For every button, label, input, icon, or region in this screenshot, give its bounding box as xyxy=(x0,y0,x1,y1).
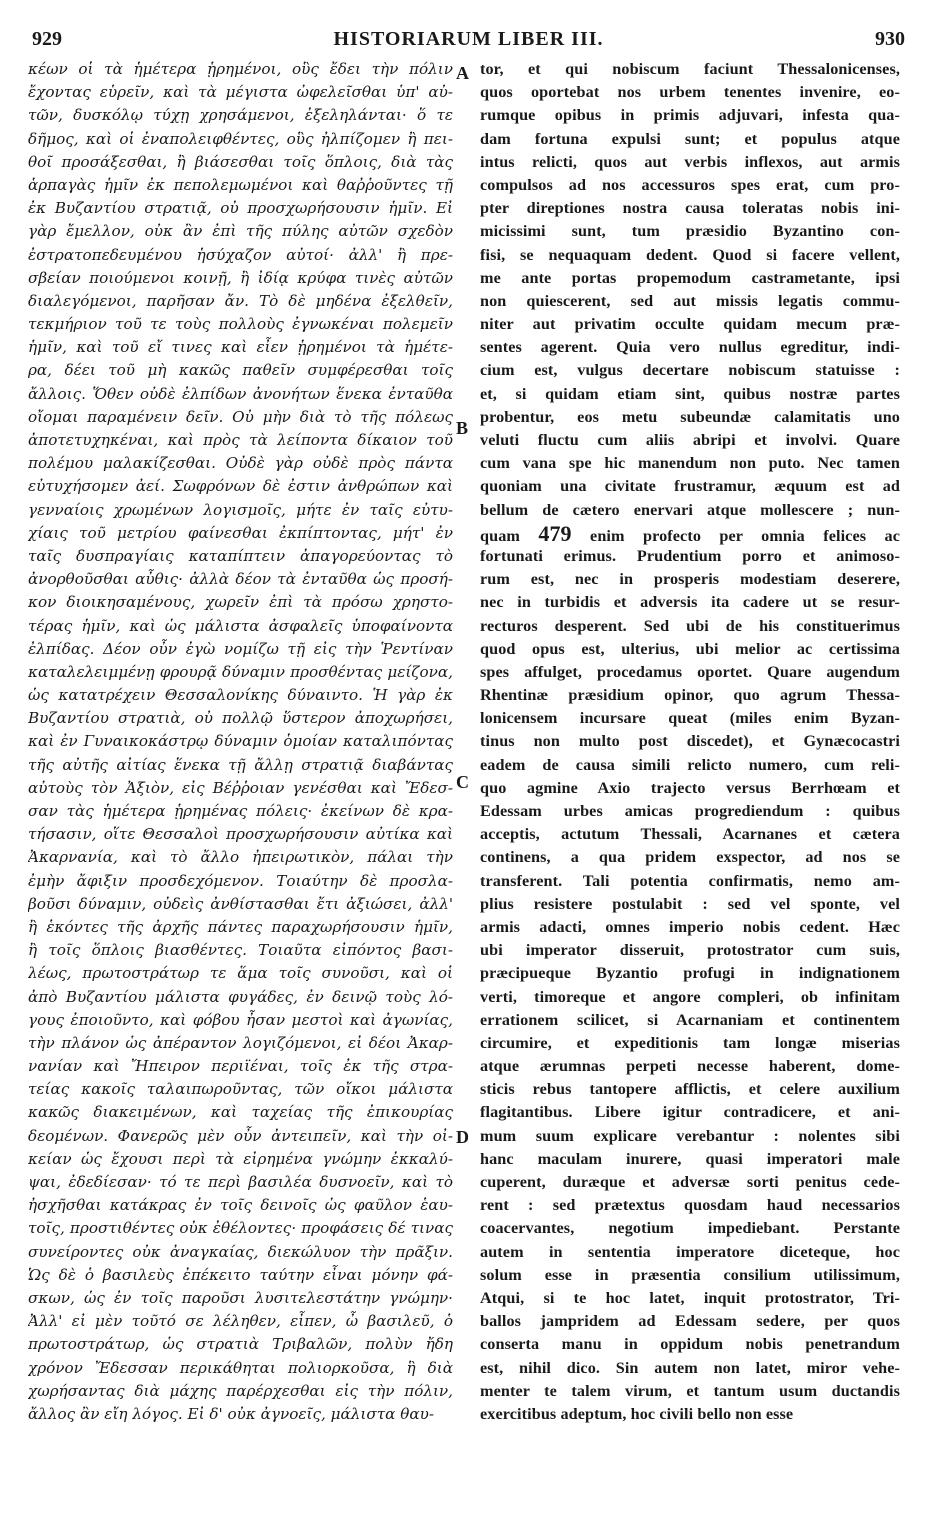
text-line: πρωτοστράτωρ, ὡς στρατιὰ Τριβαλῶν, πολὺν ἤδη xyxy=(28,1335,453,1354)
page-reference-number: 479 xyxy=(538,521,572,545)
text-line: atque ærumnas perpeti necesse haberent, dome- xyxy=(480,1057,900,1076)
running-header xyxy=(30,28,907,58)
text-line: hanc maculam inurere, quasi imperatori male xyxy=(480,1149,900,1168)
text-line: ἁρπαγὰς ἡμῖν ἐκ πεπολεμωμένοι καὶ θαῤῥοῦντες τῇ xyxy=(28,175,453,194)
text-line: acceptis, actutum Thessali, Acarnanes et cætera xyxy=(480,825,900,844)
text-line: καὶ ἐν Γυναικοκάστρῳ δύναμιν ὁμοίαν καταλιπόντας xyxy=(28,732,453,751)
text-line: tinus non multo post discedet), et Gynæcocastri xyxy=(480,732,900,751)
section-marker-a: A xyxy=(456,63,469,83)
running-title: HISTORIARUM LIBER III. xyxy=(333,28,604,50)
text-line: tor, et qui nobiscum faciunt Thessalonicenses, xyxy=(480,60,900,78)
text-line: ἀποτετυχηκέναι, καὶ πρὸς τὰ λείποντα δίκαιον τοῦ xyxy=(28,431,453,449)
text-line: rumque opibus in primis adjuvari, infesta qua- xyxy=(480,106,900,125)
text-line: circumire, et expeditionis tam longæ miserias xyxy=(480,1033,900,1052)
text-line: θοῖ προσάξεσθαι, ἢ βιάσεσθαι τοῖς ὅπλοις, διὰ τὰς xyxy=(28,152,453,171)
text-line: conserta manu in oppidum nobis penetrandum xyxy=(480,1335,900,1354)
text-line: Rhentinæ præsidium opinor, quo agrum Thessa- xyxy=(480,686,900,705)
text-line: ἡμῖν, καὶ τοῦ εἴ τινες καὶ εἶεν ᾑρημένοι τὰ ἡμέτε- xyxy=(28,338,453,357)
section-marker-c: C xyxy=(456,772,469,792)
text-line: σβείαν ποιούμενοι κοινῇ, ἢ ἰδίᾳ κρύφα τινὲς αὐτῶν xyxy=(28,268,453,287)
text-line: ἔχοντας εὑρεῖν, καὶ τὰ μέγιστα ὠφελεῖσθαι ὑπ' αὐ- xyxy=(28,83,453,102)
text-line: lonicensem incursare queat (miles enim Byzan- xyxy=(480,709,900,728)
text-line: dam fortuna expulsi sunt; et populus atque xyxy=(480,129,900,148)
text-line: ἢ ἑκόντες τῆς ἀρχῆς πάντες παραχωρήσουσιν ἡμῖν, xyxy=(28,917,453,936)
text-line: quod opus est, ulterius, ubi melior ac certissima xyxy=(480,639,900,658)
text-line: συνείροντες οὐκ ἀναγκαίας, διεκώλυον τὴν πρᾶξιν. xyxy=(28,1242,453,1261)
text-line: errationem scilicet, si Acarnaniam et continentem xyxy=(480,1010,900,1029)
text-line: ἐκ Βυζαντίου στρατιᾷ, οὐ προσχωρήσουσιν ἡμῖν. Εἰ xyxy=(28,199,453,218)
text-line: me ante portas propemodum castrametante, ipsi xyxy=(480,268,900,287)
text-line: τήσασιν, οἵτε Θεσσαλοὶ προσχωρήσουσιν αὐτίκα καὶ xyxy=(28,825,453,844)
text-line: ἄλλος ἂν εἴη λόγος. Εἰ δ' οὐκ ἀγνοεῖς, μάλιστα θαυ- xyxy=(28,1404,434,1423)
text-line: spes affulget, procedamus oportet. Quare augendum xyxy=(480,662,900,681)
text-line: χρόνον Ἔδεσσαν περικάθηται πολιορκοῦσα, ἣ διὰ xyxy=(28,1358,453,1377)
text-line: nec in turbidis et adversis ita cadere ut se resur- xyxy=(480,593,900,612)
text-line: cum vana spe hic manendum non puto. Nec tamen xyxy=(480,454,900,473)
text-line: ἐμὴν ἄφιξιν προσδεχόμενον. Τοιαύτην δὲ προσλα- xyxy=(28,871,453,890)
text-line: τέρας ἡμῖν, καὶ ὡς μάλιστα ἀσφαλεῖς ὑποφαίνοντα xyxy=(28,616,453,635)
text-line: rum est, nec in prosperis modestiam deserere, xyxy=(480,570,900,589)
text-line: χωρήσαντας διὰ μάχης παρέρχεσθαι εἰς τὴν πόλιν, xyxy=(28,1381,453,1400)
text-line: verti, timoreque et angore compleri, ob infinitam xyxy=(480,987,900,1006)
text-line: γους ἐποιοῦντο, καὶ φόβου ἦσαν μεστοὶ καὶ ἀγωνίας, xyxy=(28,1010,453,1029)
text-line: Edessam urbes amicas progrediendum : quibus xyxy=(480,802,900,820)
text-line: λέως, πρωτοστράτωρ τε ἅμα τοῖς συνοῦσι, καὶ οἱ xyxy=(28,964,453,983)
text-line: ἀνορθοῦσθαι αὖθις· ἀλλὰ δέον τὰ ἐνταῦθα ὡς προσή- xyxy=(28,570,453,589)
line-segment: enim profecto per omnia felices ac xyxy=(571,526,900,545)
text-line: solum esse in præsentia consilium utilissimum, xyxy=(480,1265,900,1284)
text-line: sentes agerent. Quia vero nullus egreditur, indi- xyxy=(480,338,900,357)
text-line: ρα, δέει τοῦ μὴ κακῶς παθεῖν συμφέρεσθαι τοῖς xyxy=(28,361,453,380)
text-line: bellum de cætero enervari atque mollescere ; nun- xyxy=(480,500,900,519)
text-line: quos oportebat nos urbem tenentes invenire, eo- xyxy=(480,83,900,102)
text-line: τείας κακοῖς ταλαιπωροῦντας, τῶν οἴκοι μάλιστα xyxy=(28,1080,453,1099)
text-line: οἴομαι παραμένειν δεῖν. Οὐ μὴν διὰ τὸ τῆς πόλεως xyxy=(28,407,453,426)
section-marker-b: B xyxy=(456,418,469,438)
text-line: mum suum explicare verebantur : nolentes sibi xyxy=(480,1126,900,1145)
text-line: ὡς κατατρέχειν Θεσσαλονίκης δύναιντο. Ἡ γὰρ ἐκ xyxy=(28,686,453,705)
text-line: quoniam una civitate frustramur, æquum est ad xyxy=(480,477,900,496)
text-line: sticis rebus tantopere afflictis, et celere auxilium xyxy=(480,1080,900,1099)
text-line: ἐλπίδας. Δέον οὖν ἐγὼ νομίζω τῇ εἰς τὴν Ῥεντίναν xyxy=(28,639,453,658)
left-page-number: 929 xyxy=(32,28,62,50)
text-line: σαν τὰς ἡμέτερα ᾑρημένας πόλεις· ἐκείνων δὲ κρα- xyxy=(28,802,453,820)
text-line: probentur, eos metu subeundæ calamitatis uno xyxy=(480,407,900,426)
text-line: compulsos ad nos accessuros spes erat, cum pro- xyxy=(480,175,900,194)
latin-text-column xyxy=(480,58,900,1426)
section-marker-d: D xyxy=(456,1127,469,1147)
text-line: flagitantibus. Libere igitur contradicere, et ani- xyxy=(480,1103,900,1122)
text-line: autem in sententia imperatore diceteque, hoc xyxy=(480,1242,900,1261)
text-line: ballos jampridem ad Edessam sedere, per quos xyxy=(480,1312,900,1331)
text-line: κείαν ὡς ἔχουσι περὶ τὰ εἰρημένα γνώμην ἐκκαλύ- xyxy=(28,1149,453,1168)
line-segment: quam xyxy=(480,526,539,545)
text-line: ψαι, ἐδεδίεσαν· τό τε περὶ βασιλέα δυσνοεῖν, καὶ τὸ xyxy=(28,1173,453,1191)
text-line: præcipueque Byzantio profugi in indignationem xyxy=(480,964,900,983)
text-line: Βυζαντίου στρατιὰ, οὐ πολλῷ ὕστερον ἀποχωρήσει, xyxy=(28,709,453,728)
text-line: niter aut privatim occulte quidam mecum præ- xyxy=(480,315,900,334)
text-line: ἢ τοῖς ὅπλοις βιασθέντες. Τοιαῦτα εἰπόντος βασι- xyxy=(28,941,453,960)
text-line: pter direptiones nostra causa toleratas nobis ini- xyxy=(480,199,900,218)
greek-text-column xyxy=(28,58,453,1426)
text-line: ubi imperator disseruit, protostrator cum suis, xyxy=(480,941,900,960)
text-line: νανίαν καὶ Ἤπειρον περιϊέναι, τοῖς ἐκ τῆς στρα- xyxy=(28,1057,453,1076)
text-line: πολέμου μαλακίζεσθαι. Οὐδὲ γὰρ οὐδὲ πρὸς πάντα xyxy=(28,454,453,473)
text-line: εὐτυχήσομεν ἀεί. Σωφρόνων δὲ ἐστιν ἀνθρώπων καὶ xyxy=(28,477,453,496)
text-line: menter te talem virum, et tantum usum ductandis xyxy=(480,1381,900,1400)
right-page-number: 930 xyxy=(875,28,905,50)
text-line: διαλεγόμενοι, παρῆσαν ἄν. Τὸ δὲ μηδένα ἐξελθεῖν, xyxy=(28,291,453,310)
text-line: κακῶς διακειμένων, καὶ ταχείας τῆς ἐπικουρίας xyxy=(28,1103,453,1122)
text-line: Ἀλλ' εἰ μὲν τοῦτό σε λέληθεν, εἶπεν, ὦ βασιλεῦ, ὁ xyxy=(28,1312,453,1331)
text-line: ἐστρατοπεδευμένου ἡσύχαζον αὐτοί· ἀλλ' ἢ πρε- xyxy=(28,245,453,264)
text-line: Ὡς δὲ ὁ βασιλεὺς ἐπέκειτο ταύτην εἶναι μόνην φά- xyxy=(28,1265,453,1284)
text-line: coacervantes, negotium impediebant. Perstante xyxy=(480,1219,900,1238)
text-line: Atqui, si te hoc latet, inquit protostrator, Tri- xyxy=(480,1288,900,1307)
text-line: cium est, vulgus decertare nobiscum statuisse : xyxy=(480,361,900,380)
text-line: recturos desperent. Sed ubi de his constituerimus xyxy=(480,616,900,635)
text-line: cuperent, duræque et adversæ sorti penitus cede- xyxy=(480,1173,900,1191)
text-line: τεκμήριον τοῦ τε τοὺς πολλοὺς ἐγνωκέναι πολεμεῖν xyxy=(28,315,453,334)
text-line: Ἀκαρνανία, καὶ τὸ ἄλλο ἠπειρωτικὸν, πάλαι τὴν xyxy=(28,848,453,867)
text-line: βοῦσι δύναμιν, οὐδεὶς ἀνθίστασθαι ἔτι ἀξιώσει, ἀλλ' xyxy=(28,894,453,913)
text-line xyxy=(480,522,900,545)
text-line: non quiescerent, sed aut missis legatis commu- xyxy=(480,291,900,310)
text-line: τῆς αὐτῆς αἰτίας ἕνεκα τῇ ἄλλῃ στρατιᾷ διαβάντας xyxy=(28,755,453,774)
text-line: et, si quidam etiam sint, quibus nostræ partes xyxy=(480,384,900,403)
text-line: plius resistere postulabit : sed vel sponte, vel xyxy=(480,894,900,913)
text-line: veluti fluctu cum aliis abripi et involvi. Quare xyxy=(480,431,900,449)
text-line: ἀπὸ Βυζαντίου μάλιστα φυγάδες, ἐν δεινῷ τοὺς λό- xyxy=(28,987,453,1006)
text-line: quo agmine Axio trajecto versus Berrhœam et xyxy=(480,778,900,797)
text-line: rent : sed prætextus quosdam haud necessarios xyxy=(480,1196,900,1215)
text-line: καταλελειμμένῃ φρουρᾷ δύναμιν προσθέντας μείζονα, xyxy=(28,662,453,681)
text-line: micissimi sunt, tum præsidio Byzantino con- xyxy=(480,222,900,241)
text-line: armis adacti, omnes imperio nobis cedent. Hæc xyxy=(480,917,900,936)
text-line: fortunati erimus. Prudentium porro et animoso- xyxy=(480,546,900,565)
text-line: δεομένων. Φανερῶς μὲν οὖν ἀντειπεῖν, καὶ τὴν οἰ- xyxy=(28,1126,453,1145)
text-line: transferent. Tali potentia confirmatis, nemo am- xyxy=(480,871,900,890)
text-line: τοῖς, προστιθέντες οὐκ ἐθέλοντες· προφάσεις δέ τινας xyxy=(28,1219,453,1238)
text-line: continens, a qua pridem exspector, ad nos se xyxy=(480,848,900,867)
text-line: γὰρ ἔμελλον, οὐκ ἂν ἐπὶ τῆς πύλης αὐτῶν σχεδὸν xyxy=(28,222,453,241)
text-line: κέων οἱ τὰ ἡμέτερα ᾑρημένοι, οὓς ἔδει τὴν πόλιν xyxy=(28,60,453,78)
text-line: τῶν, δυσκόλῳ τύχῃ χρησάμενοι, ἐξεληλάνται· ὅ τε xyxy=(28,106,453,125)
text-line: fisi, se nequaquam dedent. Quod si facere vellent, xyxy=(480,245,900,264)
text-line: exercitibus adeptum, hoc civili bello non esse xyxy=(480,1404,794,1423)
text-line: τὴν πλάνον ὡς ἀπέραντον λογιζόμενοι, εἰ δέοι Ἀκαρ- xyxy=(28,1033,453,1052)
text-line: eadem de causa simili relicto numero, cum reli- xyxy=(480,755,900,774)
text-line: δῆμος, καὶ οἱ ἐναπολειφθέντες, οὓς ἠλπίζομεν ἢ πει- xyxy=(28,129,453,148)
text-line: ἠσχῆσθαι κατάκρας ἐν τοῖς δεινοῖς ὡς φαῦλον ἑαυ- xyxy=(28,1196,453,1215)
text-line: est, nihil dico. Sin autem non latet, miror vehe- xyxy=(480,1358,900,1377)
text-line: χίαις τοῦ μετρίου φαίνεσθαι ἐκπίπτοντας, μήτ' ἐν xyxy=(28,523,453,542)
text-line: αὐτοὺς τὸν Ἀξιὸν, εἰς Βέῤῥοιαν γενέσθαι καὶ Ἔδεσ- xyxy=(28,778,453,797)
text-line: intus relicti, quos aut verbis inflexos, aut armis xyxy=(480,152,900,171)
text-line: γενναίοις χρωμένων λογισμοῖς, μήτε ἐν ταῖς εὐτυ- xyxy=(28,500,453,519)
text-line: κον διοικησαμένους, χωρεῖν ἐπὶ τὰ πρόσω χρηστο- xyxy=(28,593,453,612)
text-line: ταῖς δυσπραγίαις καταπίπτειν ἀπαγορεύοντας τὸ xyxy=(28,546,453,565)
text-line: ἄλλοις. Ὅθεν οὐδὲ ἐλπίδων ἀνονήτων ἕνεκα ἐνταῦθα xyxy=(28,384,453,403)
text-line: σκων, ὡς ἐν τοῖς παροῦσι λυσιτελεστάτην γνώμην· xyxy=(28,1288,453,1307)
